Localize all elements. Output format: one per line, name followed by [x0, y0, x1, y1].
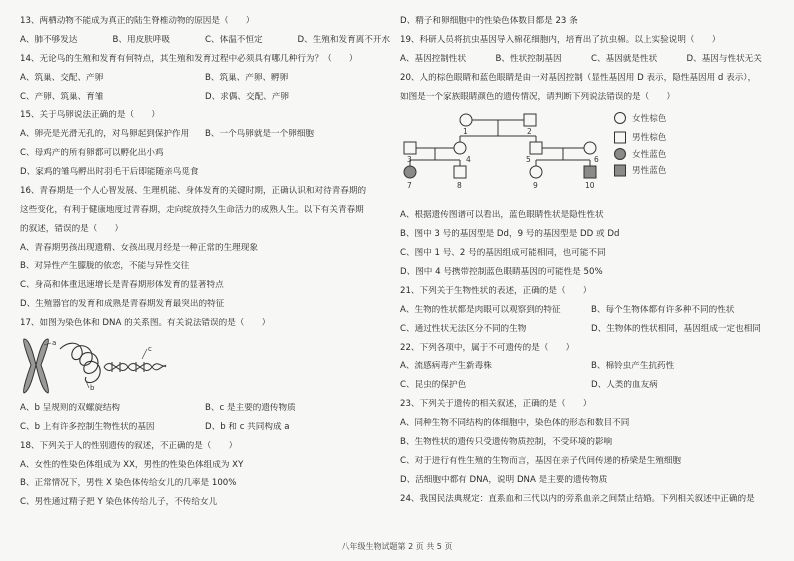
q15-stem: 15、关于鸟卵说法正确的是（ ） — [20, 110, 160, 121]
q19-stem: 19、科研人员将抗虫基因导入棉花细胞内，培育出了抗虫棉。以上实验说明（ ） — [400, 34, 721, 45]
pedigree-person-8 — [454, 166, 466, 178]
legend-male-brown: 男性棕色 — [632, 133, 667, 144]
q19-option-d: D、基因与性状无关 — [686, 53, 762, 64]
q22-option-d: D、人类的血友病 — [591, 380, 658, 391]
double-helix — [104, 362, 166, 372]
q21-option-c: C、通过性状无法区分不同的生物 — [400, 323, 527, 334]
legend-female-blue-symbol — [615, 149, 626, 160]
q17-stem: 17、如图为染色体和 DNA 的关系图。有关说法错误的是（ ） — [20, 318, 271, 328]
svg-text:10: 10 — [585, 181, 595, 191]
q13-options — [20, 35, 390, 46]
q14-option-c: C、产卵、筑巢、育雏 — [20, 91, 104, 102]
q21-option-d: D、生物体的性状相同，基因组成一定也相同 — [591, 323, 761, 334]
q23-option-a: A、同种生物不同结构的体细胞中，染色体的形态和数目不同 — [400, 418, 630, 428]
q14-options-row2 — [20, 92, 390, 103]
q24-stem: 24、我国民法典规定：直系血和三代以内的旁系血亲之间禁止结婚。下列相关叙述中正确的是 — [400, 493, 755, 504]
pedigree-person-2 — [524, 114, 536, 126]
legend-male-brown-symbol — [615, 132, 626, 143]
pedigree-person-4 — [454, 142, 466, 154]
pedigree-person-7 — [404, 166, 416, 178]
q16-option-b: B、对异性产生朦胧的依恋，不能与异性交往 — [20, 261, 190, 272]
q22-options-row1 — [400, 361, 782, 372]
pedigree-person-6 — [584, 142, 596, 154]
q21-option-a: A、生物的性状都是肉眼可以观察到的特征 — [400, 304, 561, 315]
page-footer: 八年级生物试题第 2 页 共 5 页 — [341, 542, 453, 551]
pedigree-person-1 — [460, 114, 472, 126]
fig-label-a: a — [52, 338, 57, 347]
q20-option-a: A、根据遗传图谱可以看出，蓝色眼睛性状是隐性性状 — [400, 210, 604, 221]
q16-stem-line3: 的叙述，错误的是（ ） — [20, 223, 124, 234]
q16-option-a: A、青春期男孩出现遗精、女孩出现月经是一种正常的生理现象 — [20, 242, 258, 253]
q19-option-c: C、基因就是性状 — [591, 53, 658, 64]
q16-option-c: C、身高和体重迅速增长是青春期形体发育的显著特点 — [20, 280, 224, 291]
q21-option-b: B、每个生物体都有许多种不同的性状 — [591, 304, 735, 315]
svg-text:4: 4 — [466, 155, 471, 165]
q18-stem: 18、下列关于人的性别遗传的叙述，不正确的是（ ） — [20, 440, 238, 451]
legend-male-blue: 男性蓝色 — [632, 166, 667, 177]
q14-option-d: D、求偶、交配、产卵 — [205, 91, 289, 102]
pedigree-person-3 — [404, 142, 416, 154]
legend-female-blue: 女性蓝色 — [632, 150, 667, 161]
svg-text:6: 6 — [594, 155, 599, 165]
pedigree-person-9 — [530, 166, 542, 178]
q14-option-a: A、筑巢、交配、产卵 — [20, 72, 104, 83]
pedigree-figure — [400, 110, 782, 204]
svg-text:7: 7 — [407, 181, 412, 191]
chromosome-shape — [24, 339, 49, 393]
svg-text:3: 3 — [407, 155, 412, 165]
svg-text:9: 9 — [533, 181, 538, 191]
legend-male-blue-symbol — [615, 165, 626, 176]
q14-options-row1 — [20, 73, 390, 84]
legend-female-brown: 女性棕色 — [632, 114, 667, 125]
q19-options — [400, 54, 782, 65]
legend-female-brown-symbol — [615, 113, 626, 124]
q15-option-c: C、母鸡产的所有卵都可以孵化出小鸡 — [20, 148, 164, 159]
q17-option-b: B、c 是主要的遗传物质 — [205, 402, 296, 413]
right-column — [400, 16, 782, 512]
left-column — [20, 16, 390, 516]
pedigree-person-10 — [584, 166, 596, 178]
q14-stem: 14、无论鸟的生殖和发育有何特点，其生殖和发育过程中必须具有哪几种行为？（ ） — [20, 53, 358, 64]
fig-label-b: b — [90, 383, 95, 392]
chromosome-dna-svg — [20, 337, 170, 395]
q16-stem-line2: 这些变化，有利于健康地度过青春期，走向绽放持久生命活力的成熟人生。以下有关青春期 — [20, 204, 364, 215]
q18-option-d: D、精子和卵细胞中的性染色体数目都是 23 条 — [400, 16, 578, 26]
q19-option-b: B、性状控制基因 — [495, 53, 562, 64]
q23-stem: 23、下列关于遗传的相关叙述，正确的是（ ） — [400, 399, 592, 410]
q22-option-a: A、流感病毒产生新毒株 — [400, 361, 492, 372]
pedigree-svg — [400, 110, 782, 204]
q22-options-row2 — [400, 380, 782, 391]
svg-text:8: 8 — [457, 181, 462, 191]
q20-stem-line1: 20、人的棕色眼睛和蓝色眼睛是由一对基因控制（显性基因用 D 表示，隐性基因用 d 表示）， — [400, 72, 757, 83]
pedigree-legend — [615, 113, 626, 177]
q16-stem-line1: 16、青春期是一个人心智发展、生理机能、身体发育的关键时期，正确认识和对待青春期的 — [20, 185, 367, 196]
q15-option-a: A、卵壳是光滑无孔的，对鸟卵起到保护作用 — [20, 129, 190, 140]
q14-option-b: B、筑巢、产卵、孵卵 — [205, 72, 289, 83]
q20-option-d: D、图中 4 号携带控制蓝色眼睛基因的可能性是 50% — [400, 267, 603, 277]
svg-text:1: 1 — [463, 127, 468, 137]
q17-options-row1 — [20, 403, 390, 414]
q15-options-row1 — [20, 129, 390, 140]
q22-stem: 22、下列各项中，属于不可遗传的是（ ） — [400, 342, 575, 353]
q21-options-row1 — [400, 305, 782, 316]
q21-stem: 21、下列关于生物性状的表述，正确的是（ ） — [400, 285, 592, 296]
q17-option-d: D、b 和 c 共同构成 a — [205, 421, 290, 432]
pedigree-person-5 — [530, 142, 542, 154]
chromosome-dna-figure — [20, 337, 390, 395]
q23-option-c: C、对于进行有性生殖的生物而言，基因在亲子代间传递的桥梁是生殖细胞 — [400, 455, 682, 466]
q23-option-b: B、生物性状的遗传只受遗传物质控制，不受环境的影响 — [400, 436, 613, 447]
q13-option-b: B、用皮肤呼吸 — [112, 34, 170, 45]
q22-option-c: C、昆虫的保护色 — [400, 380, 467, 391]
q18-option-b: B、正常情况下，男性 X 染色体传给女儿的几率是 100% — [20, 478, 237, 489]
q18-option-a: A、女性的性染色体组成为 XX，男性的性染色体组成为 XY — [20, 459, 244, 470]
q19-option-a: A、基因控制性状 — [400, 53, 467, 64]
q16-option-d: D、生殖器官的发育和成熟是青春期发育最突出的特征 — [20, 299, 225, 310]
q17-option-a: A、b 呈规则的双螺旋结构 — [20, 402, 121, 413]
q20-stem-line2: 如图是一个家族眼睛颜色的遗传情况，请判断下列说法错误的是（ ） — [400, 91, 676, 102]
q13-stem: 13、两栖动物不能成为真正的陆生脊椎动物的原因是（ ） — [20, 16, 255, 26]
q15-option-d: D、家鸡的雏鸟孵出时羽毛干后即能随亲鸟觅食 — [20, 167, 199, 177]
q15-option-b: B、一个鸟卵就是一个卵细胞 — [205, 129, 315, 140]
q23-option-d: D、活细胞中都有 DNA，说明 DNA 是主要的遗传物质 — [400, 474, 608, 485]
q18-option-c: C、男性通过精子把 Y 染色体传给儿子，不传给女儿 — [20, 497, 218, 508]
q13-option-d: D、生殖和发育离不开水 — [297, 34, 390, 45]
q20-option-c: C、图中 1 号、2 号的基因组成可能相同，也可能不同 — [400, 248, 606, 259]
q13-option-a: A、肺不够发达 — [20, 34, 78, 45]
svg-text:2: 2 — [527, 127, 532, 137]
q21-options-row2 — [400, 324, 782, 335]
svg-text:5: 5 — [526, 155, 531, 165]
coiled-dna — [60, 343, 100, 382]
fig-label-c: c — [148, 344, 152, 353]
q17-options-row2 — [20, 422, 390, 433]
q22-option-b: B、棉铃虫产生抗药性 — [591, 361, 675, 372]
q20-option-b: B、图中 3 号的基因型是 Dd，9 号的基因型是 DD 或 Dd — [400, 229, 620, 240]
q13-option-c: C、体温不恒定 — [205, 34, 263, 45]
q17-option-c: C、b 上有许多控制生物性状的基因 — [20, 421, 155, 432]
